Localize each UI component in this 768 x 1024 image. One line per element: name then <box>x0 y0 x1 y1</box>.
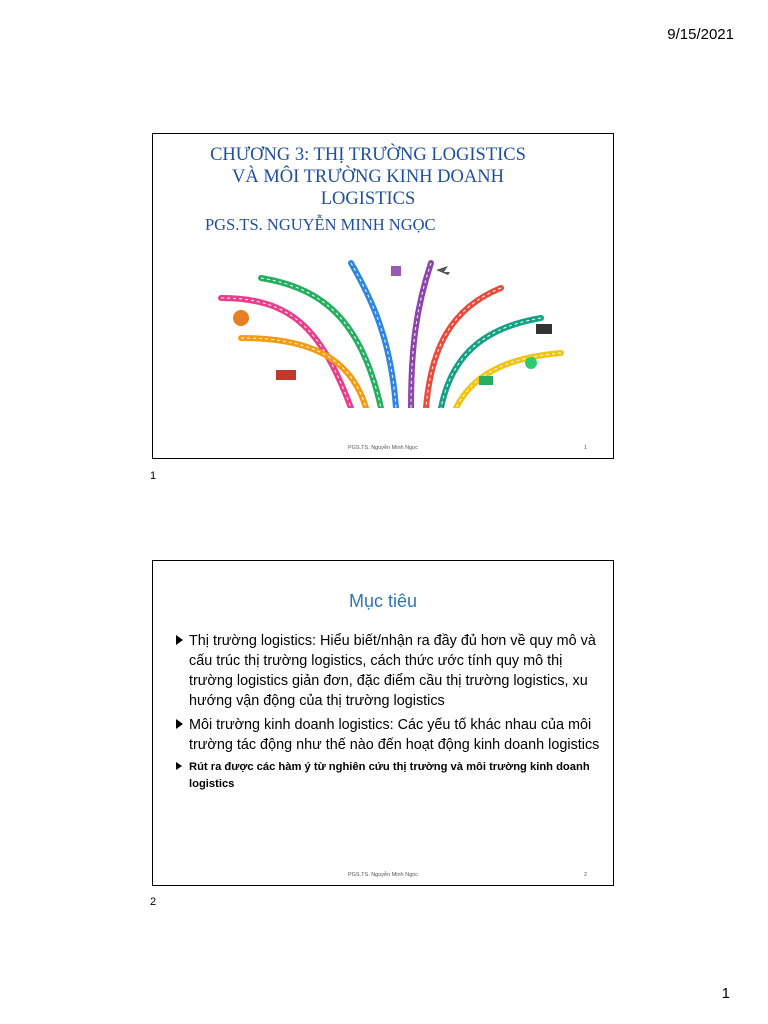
slide-2-title: Mục tiêu <box>348 591 418 611</box>
road-path <box>426 288 501 408</box>
globe-icon <box>233 310 249 326</box>
barcode-icon <box>536 324 552 334</box>
bullet-text: Rút ra được các hàm ý từ nghiên cứu thị trường và môi trường kinh doanh logistics <box>189 761 590 790</box>
bullet-item <box>175 759 605 793</box>
pin-icon <box>525 357 537 369</box>
slide-2-bullets <box>175 631 605 797</box>
slide-1-number: 1 <box>583 445 587 451</box>
slide-1-index: 1 <box>150 470 157 482</box>
cart-icon <box>479 376 493 385</box>
bullet-arrow-icon <box>176 635 183 645</box>
slide-1-title: CHƯƠNG 3: THỊ TRƯỜNG LOGISTICS VÀ MÔI TRƯỜNG KINH DOANH LOGISTICS <box>210 145 526 209</box>
bullet-text: Thị trường logistics: Hiểu biết/nhận ra đầy đủ hơn về quy mô và cấu trúc thị trường logistics, cách thức ước tính quy mô thị trường logistics giản đơn, đặc điểm cầu thị trường logistics, xu hướng vận động của thị trường logistics <box>189 633 596 709</box>
plane-icon <box>436 266 450 275</box>
box-icon <box>391 266 401 276</box>
slide-2-index: 2 <box>150 896 157 908</box>
bullet-arrow-icon <box>176 762 182 770</box>
bullet-item <box>175 631 605 711</box>
bullet-text: Môi trường kinh doanh logistics: Các yếu tố khác nhau của môi trường tác động như thế nào đến hoạt động kinh doanh logistics <box>189 717 600 753</box>
slide-2-number: 2 <box>583 872 587 878</box>
bullet-arrow-icon <box>176 719 183 729</box>
road-path <box>456 353 561 408</box>
truck-icon <box>276 370 296 380</box>
logistics-roads-illustration <box>201 258 581 408</box>
page-date: 9/15/2021 <box>667 26 734 43</box>
page-number: 1 <box>721 985 730 1002</box>
slide-1-footer: PGS.TS. Nguyễn Minh Ngọc <box>347 445 418 451</box>
bullet-item <box>175 715 605 755</box>
road-paths <box>221 263 561 408</box>
slide-2-footer: PGS.TS. Nguyễn Minh Ngọc <box>347 872 418 878</box>
slide-1 <box>152 133 614 459</box>
slide-2 <box>152 560 614 886</box>
slide-1-author: PGS.TS. NGUYỄN MINH NGỌC <box>205 215 436 234</box>
